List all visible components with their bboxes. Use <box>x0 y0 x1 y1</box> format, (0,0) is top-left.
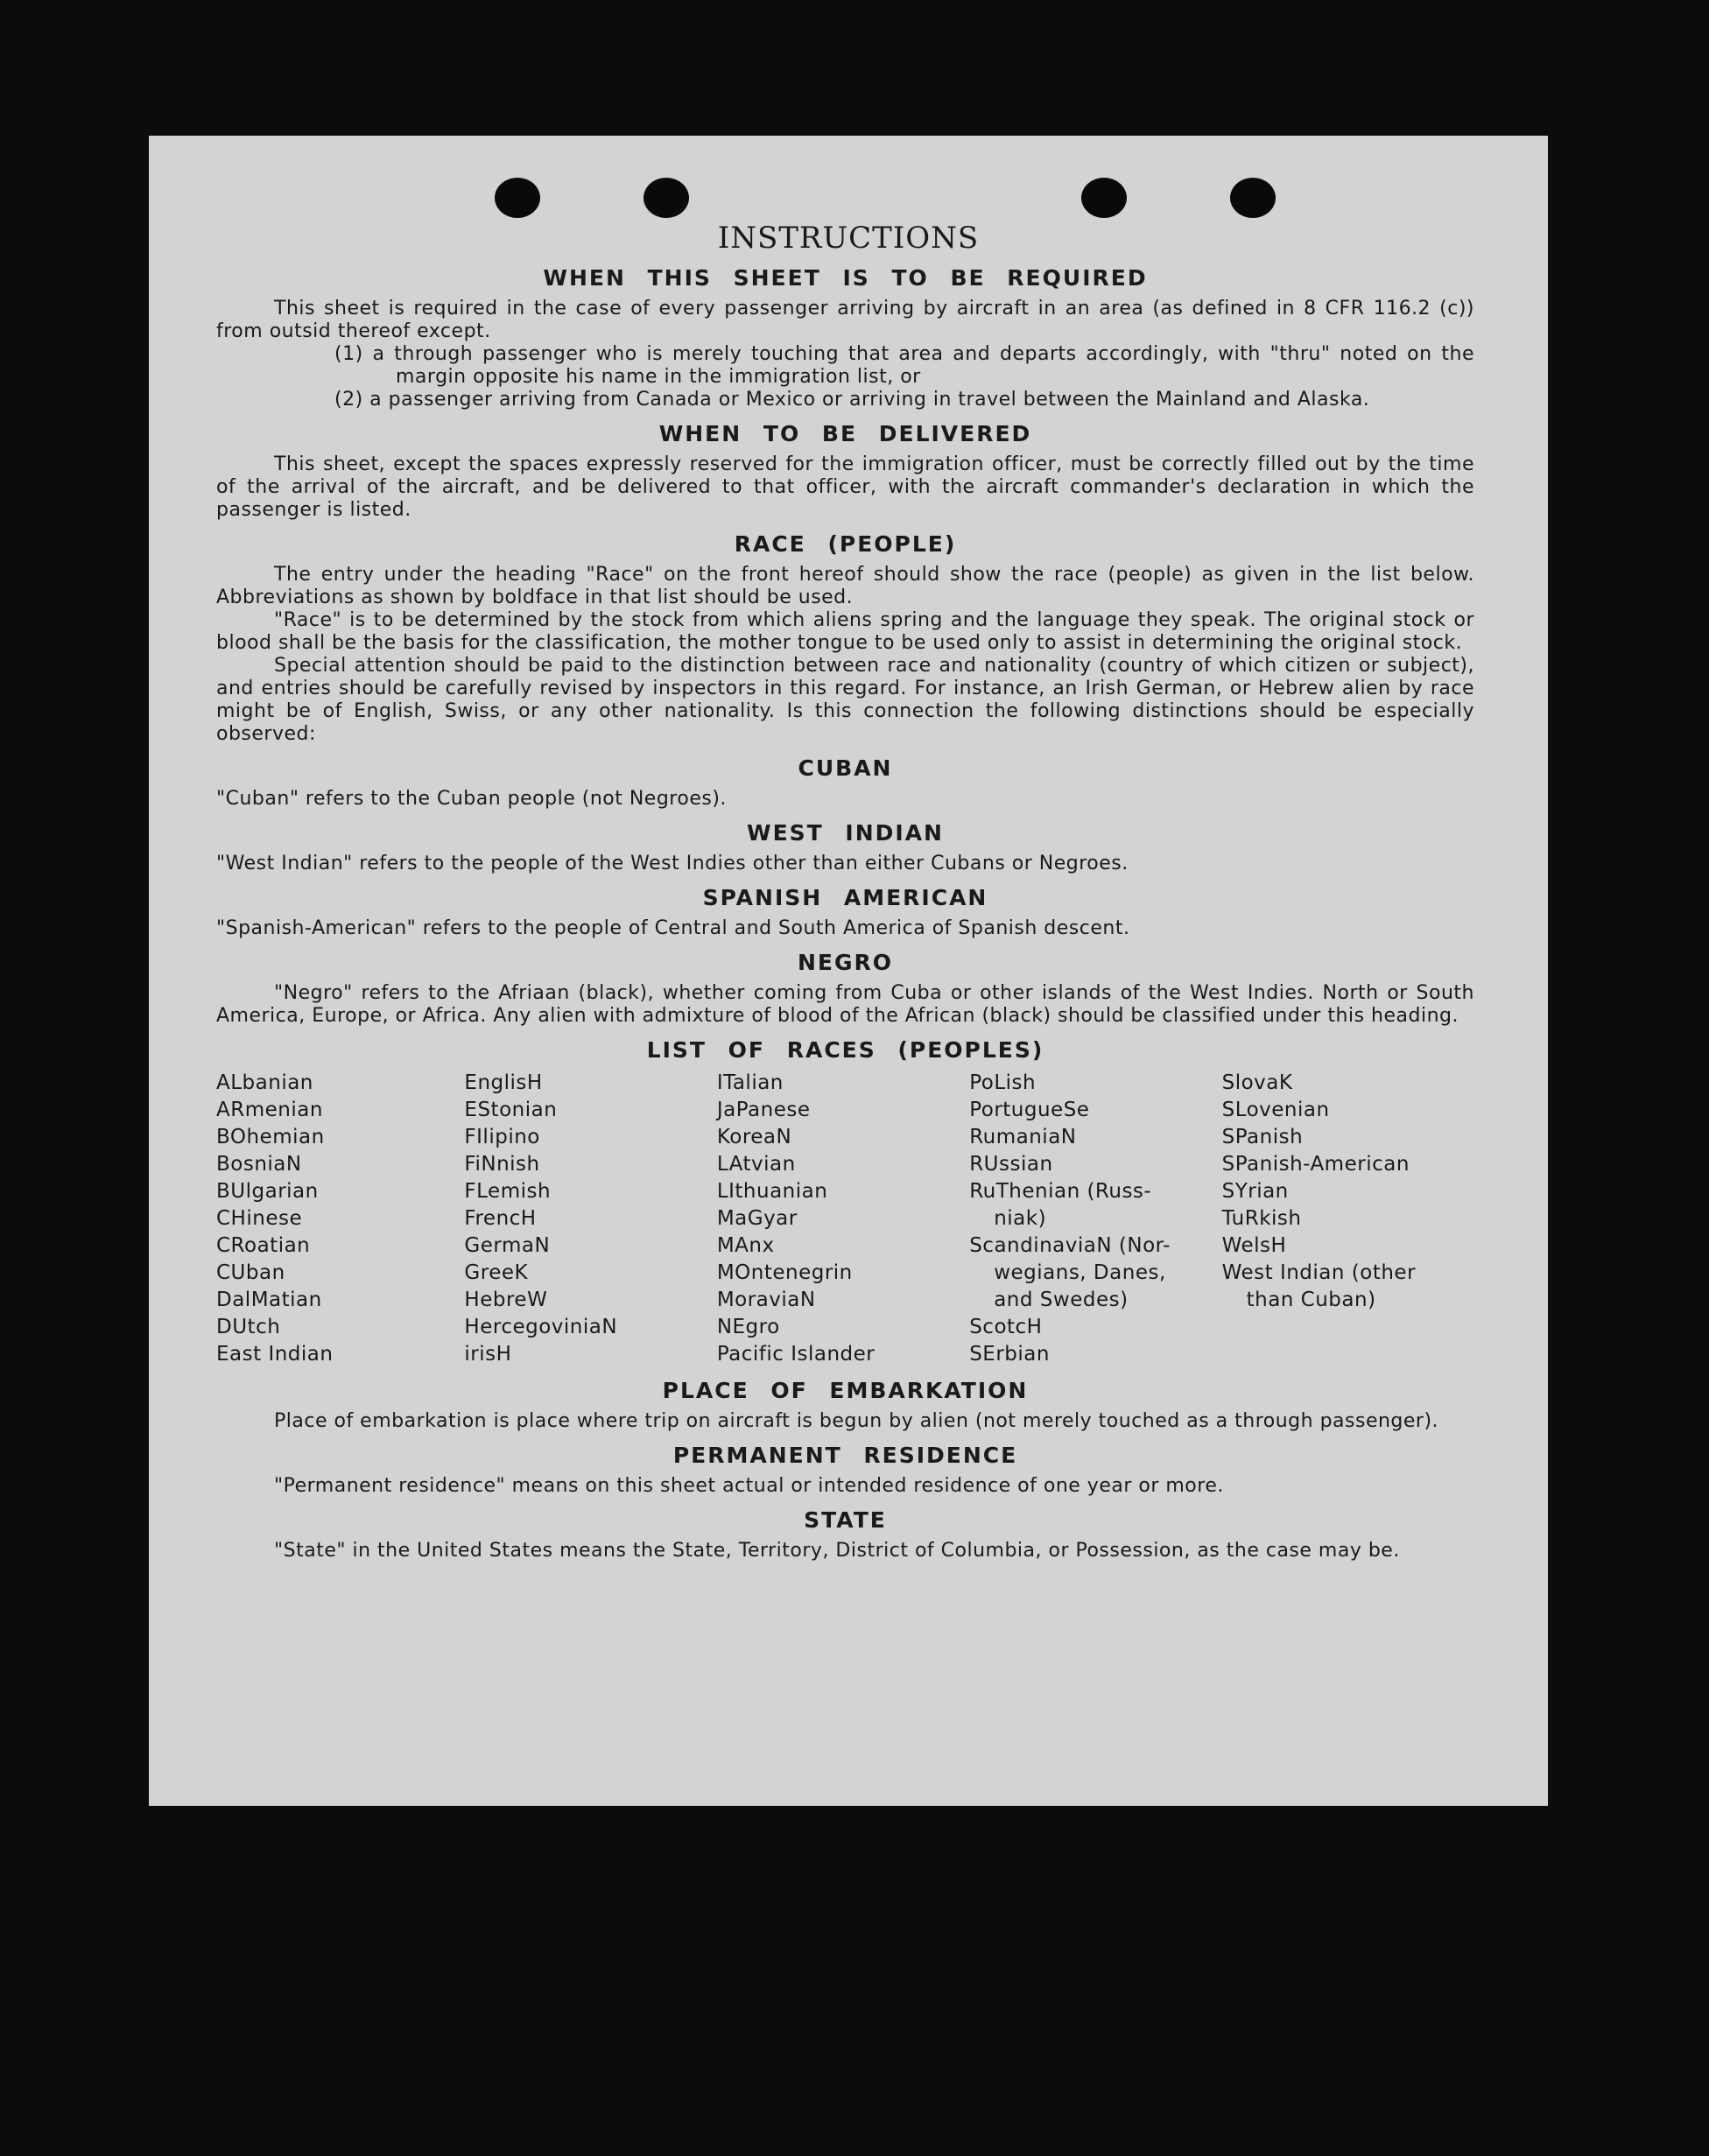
race-entry: SLovenian <box>1221 1099 1330 1121</box>
race-entry: SYrian <box>1221 1180 1289 1203</box>
race-entry: Pacific Islander <box>716 1343 876 1366</box>
race-entry: LAtvian <box>716 1153 796 1176</box>
race-entry: HercegoviniaN <box>464 1316 618 1338</box>
race-entry: KoreaN <box>716 1126 792 1148</box>
race-entry: ALbanian <box>216 1071 313 1094</box>
page-title: INSTRUCTIONS <box>717 221 980 256</box>
race-entry: ITalian <box>716 1071 784 1094</box>
race-column <box>969 1070 1221 1368</box>
race-entry: ScotcH <box>969 1316 1043 1338</box>
race-entry: BUlgarian <box>216 1180 319 1203</box>
heading-negro: NEGRO <box>797 950 894 975</box>
race-entry: HebreW <box>464 1289 548 1311</box>
heading-state: STATE <box>804 1507 887 1533</box>
paragraph: "Negro" refers to the Afriaan (black), whether coming from Cuba or other islands of the West Indies. North or South America, Europe, or Africa. Any alien with admixture of blood of the African (black) should be classified under this heading. <box>216 982 1474 1027</box>
heading-when-delivered: WHEN TO BE DELIVERED <box>658 421 1032 446</box>
race-entry: East Indian <box>216 1343 334 1366</box>
race-entry: ARmenian <box>216 1099 323 1121</box>
heading-spanish-american: SPANISH AMERICAN <box>702 885 988 910</box>
race-entry: West Indian (other <box>1221 1261 1417 1284</box>
heading-permanent-residence: PERMANENT RESIDENCE <box>672 1443 1018 1468</box>
race-entry: PortugueSe <box>969 1099 1090 1121</box>
race-column <box>717 1070 969 1368</box>
race-entry: RumaniaN <box>969 1126 1077 1148</box>
heading-embarkation: PLACE OF EMBARKATION <box>662 1378 1029 1403</box>
race-entry: EStonian <box>464 1099 558 1121</box>
race-entry: BosniaN <box>216 1153 302 1176</box>
race-entry: CHinese <box>216 1207 303 1230</box>
heading-race: RACE (PEOPLE) <box>734 531 957 557</box>
race-entry: BOhemian <box>216 1126 325 1148</box>
heading-list-of-races: LIST OF RACES (PEOPLES) <box>646 1037 1044 1063</box>
race-entry: wegians, Danes, <box>994 1261 1166 1284</box>
race-entry: FIlipino <box>464 1126 540 1148</box>
paragraph: "Spanish-American" refers to the people of Central and South America of Spanish descent. <box>216 917 1130 939</box>
paragraph: Special attention should be paid to the distinction between race and nationality (country of which citizen or subject), and entries should be carefully revised by inspectors in this regard. For instance, an Irish German, or Hebrew alien by race might be of English, Swiss, or any other nationality. Is this connection the following distinctions should be especially observed: <box>216 655 1474 745</box>
race-entry: TuRkish <box>1221 1207 1302 1230</box>
exception-item-1: (1) a through passenger who is merely touching that area and departs accordingly, with "thru" noted on the margin opposite his name in the immigration list, or <box>334 343 1474 388</box>
race-entry: MoraviaN <box>716 1289 816 1311</box>
race-entry: RuThenian (Russ- <box>969 1180 1152 1203</box>
paragraph: "State" in the United States means the State, Territory, District of Columbia, or Possession, as the case may be. <box>274 1540 1400 1562</box>
exception-item-2: (2) a passenger arriving from Canada or Mexico or arriving in travel between the Mainland and Alaska. <box>334 389 1370 411</box>
race-entry: FrencH <box>464 1207 537 1230</box>
race-entry: FiNnish <box>464 1153 540 1176</box>
race-entry: SErbian <box>969 1343 1050 1366</box>
race-entry: than Cuban) <box>1246 1289 1376 1311</box>
race-entry: MOntenegrin <box>716 1261 853 1284</box>
race-entry: irisH <box>464 1343 512 1366</box>
paragraph: "West Indian" refers to the people of the West Indies other than either Cubans or Negroes. <box>216 853 1129 874</box>
race-entry: FLemish <box>464 1180 552 1203</box>
paragraph: "Cuban" refers to the Cuban people (not Negroes). <box>216 788 727 810</box>
race-entry: LIthuanian <box>716 1180 828 1203</box>
race-entry: SPanish-American <box>1221 1153 1410 1176</box>
punch-hole <box>495 178 540 218</box>
paragraph: "Race" is to be determined by the stock from which aliens spring and the language they speak. The original stock or blood shall be the basis for the classification, the mother tongue to be used only to assist in determining the original stock. <box>216 609 1474 654</box>
race-entry: JaPanese <box>716 1099 811 1121</box>
race-entry: CRoatian <box>216 1234 311 1257</box>
instruction-sheet <box>149 136 1548 1806</box>
race-entry: GreeK <box>464 1261 529 1284</box>
race-entry: and Swedes) <box>994 1289 1129 1311</box>
race-entry: MaGyar <box>716 1207 798 1230</box>
race-entry: GermaN <box>464 1234 551 1257</box>
race-entry: SPanish <box>1221 1126 1304 1148</box>
race-entry: ScandinaviaN (Nor- <box>969 1234 1171 1257</box>
paragraph: This sheet is required in the case of every passenger arriving by aircraft in an area (as defined in 8 CFR 116.2 (c)) from outsid thereof except. <box>216 298 1474 342</box>
punch-hole <box>1230 178 1276 218</box>
paragraph: The entry under the heading "Race" on the front hereof should show the race (people) as given in the list below. Abbreviations as shown by boldface in that list should be used. <box>216 564 1474 608</box>
paragraph: Place of embarkation is place where trip on aircraft is begun by alien (not merely touched as a through passenger). <box>274 1410 1439 1432</box>
race-entry: niak) <box>994 1207 1047 1230</box>
race-entry: RUssian <box>969 1153 1053 1176</box>
heading-west-indian: WEST INDIAN <box>747 820 944 846</box>
race-entry: WelsH <box>1221 1234 1287 1257</box>
race-entry: PoLish <box>969 1071 1037 1094</box>
race-column <box>1222 1070 1474 1368</box>
race-entry: DalMatian <box>216 1289 322 1311</box>
paragraph: "Permanent residence" means on this sheet actual or intended residence of one year or more. <box>274 1475 1224 1497</box>
race-entry: EnglisH <box>464 1071 543 1094</box>
heading-when-required: WHEN THIS SHEET IS TO BE REQUIRED <box>543 265 1148 291</box>
race-entry: DUtch <box>216 1316 281 1338</box>
paragraph: This sheet, except the spaces expressly reserved for the immigration officer, must be correctly filled out by the time of the arrival of the aircraft, and be delivered to that officer, with the aircraft commander's declaration in which the passenger is listed. <box>216 453 1474 521</box>
punch-hole <box>1081 178 1127 218</box>
race-entry: CUban <box>216 1261 285 1284</box>
race-entry: SlovaK <box>1221 1071 1293 1094</box>
race-column <box>216 1070 464 1368</box>
race-column <box>464 1070 716 1368</box>
punch-hole <box>644 178 689 218</box>
race-list <box>216 1070 1474 1368</box>
instructions-body <box>216 265 1474 1563</box>
race-entry: MAnx <box>716 1234 775 1257</box>
race-entry: NEgro <box>716 1316 780 1338</box>
heading-cuban: CUBAN <box>798 755 893 781</box>
